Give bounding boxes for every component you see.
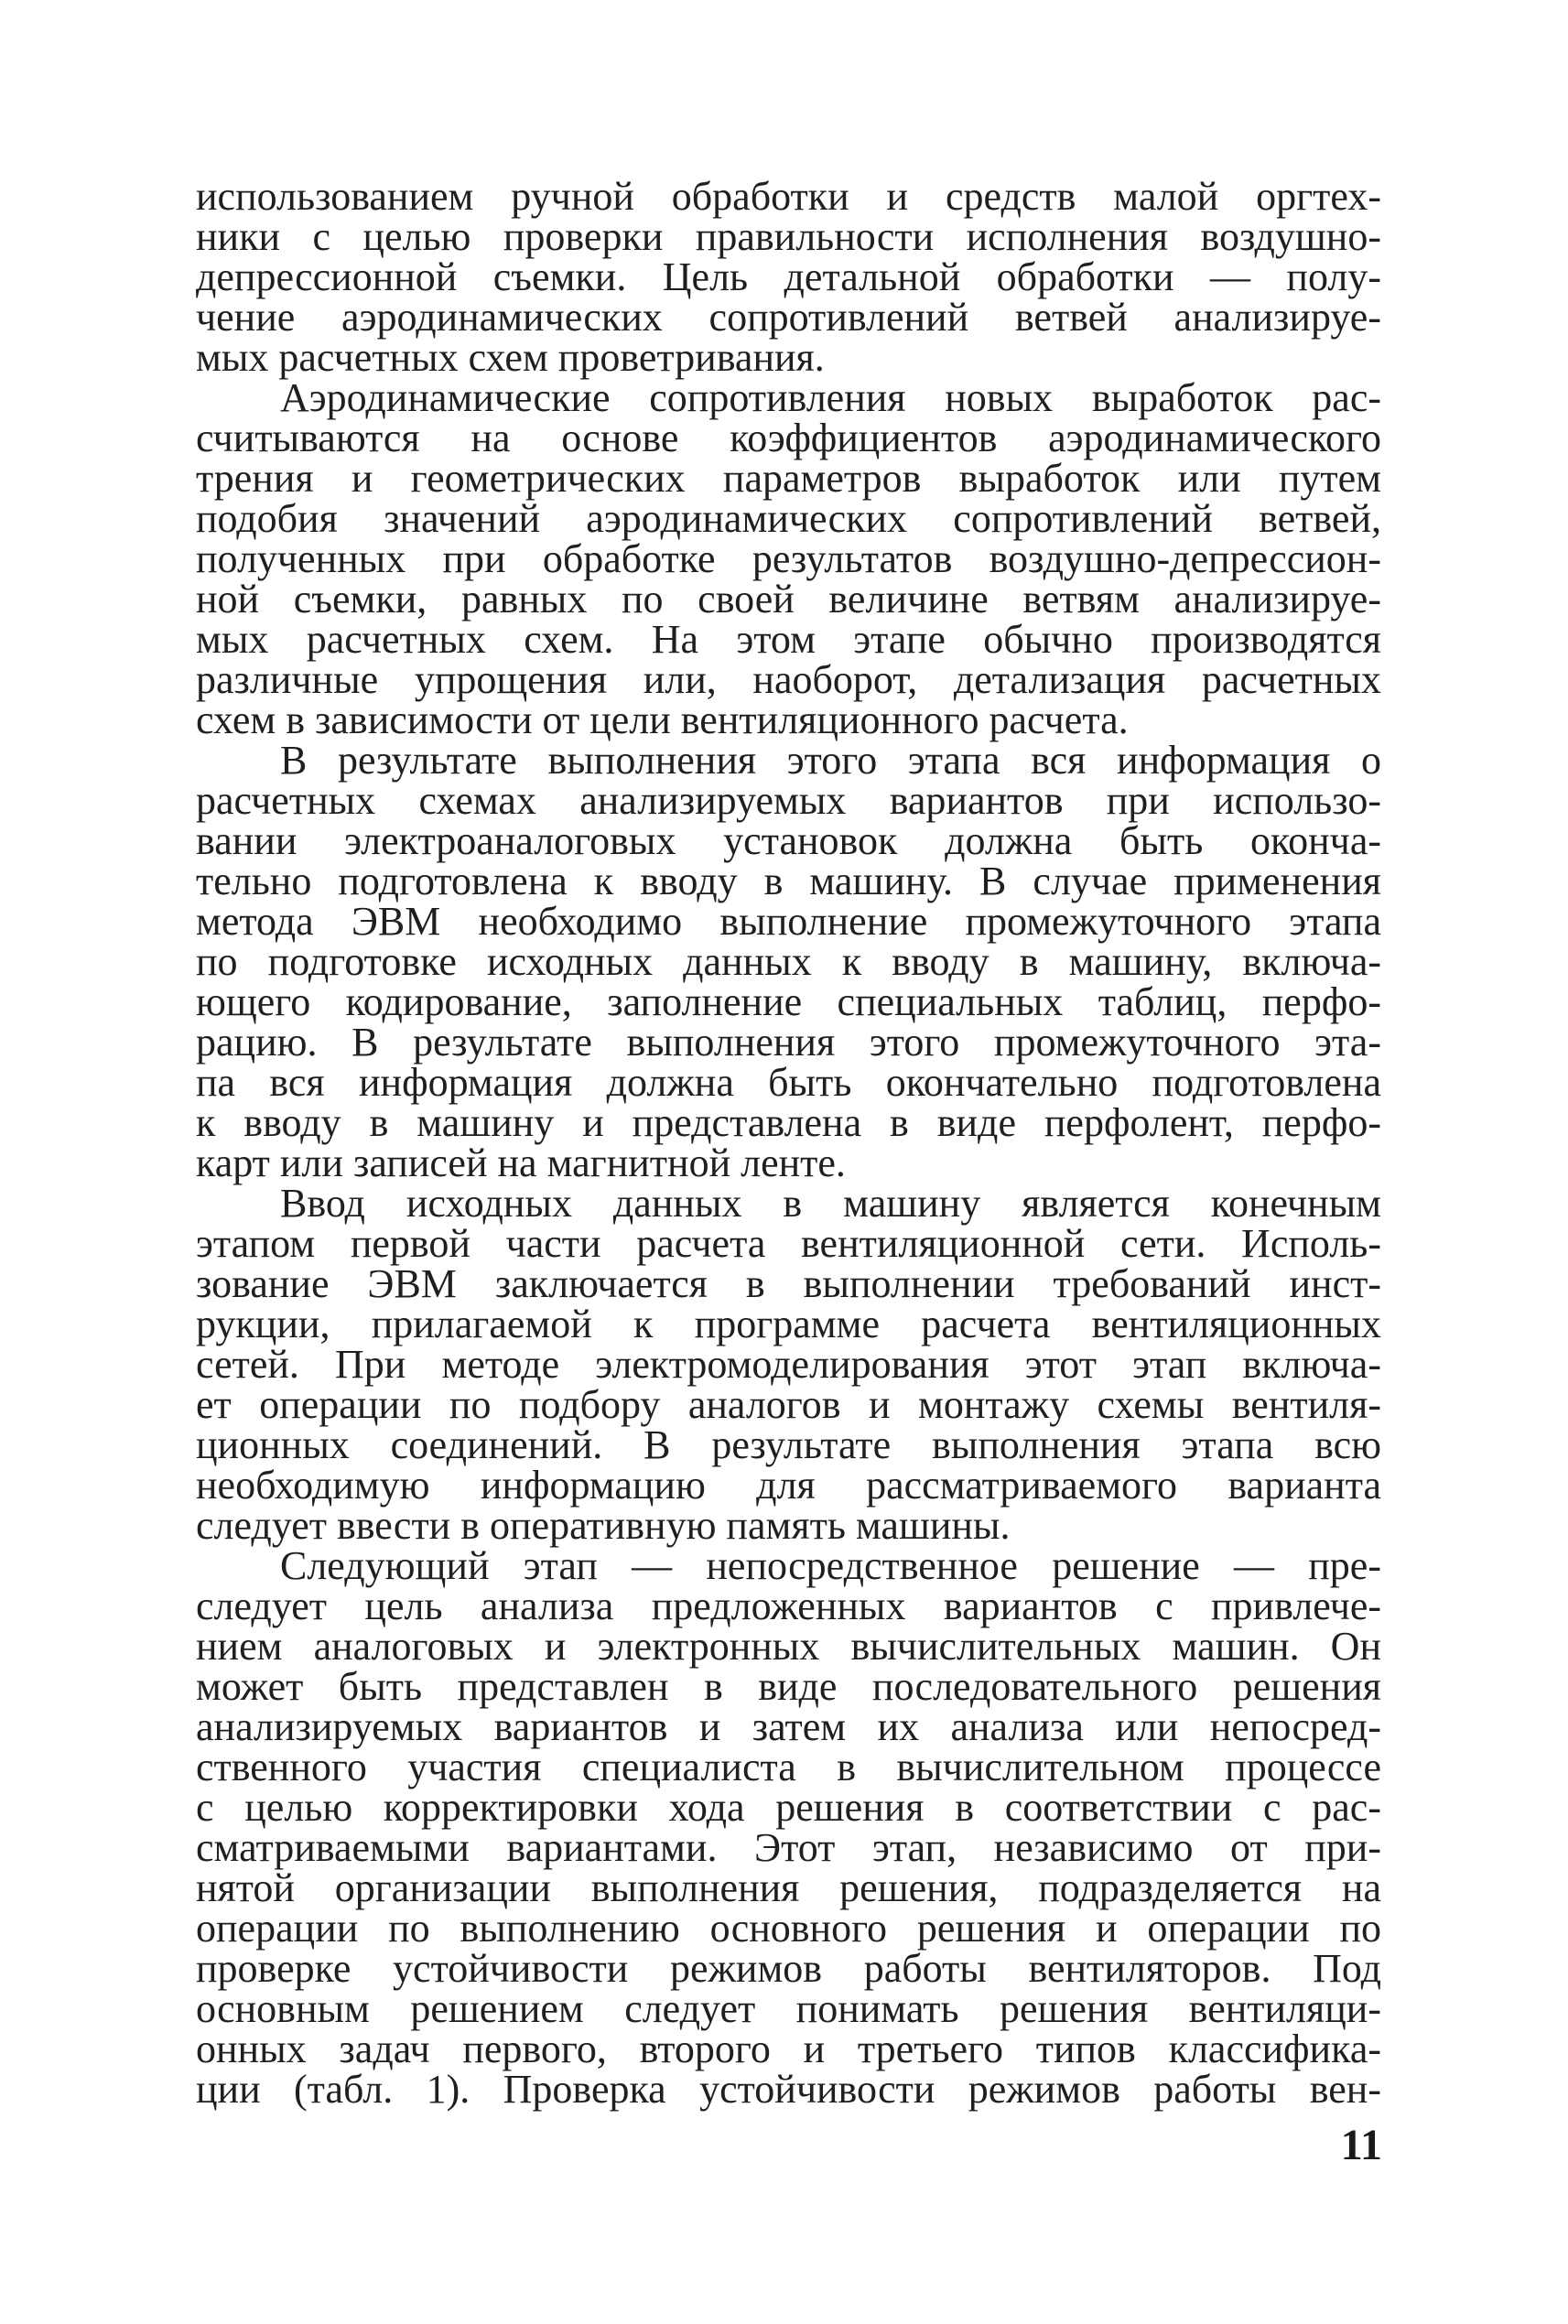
text-line: сетей. При методе электромоделирования этот этап включа-: [196, 1342, 1381, 1387]
text-line: Ввод исходных данных в машину является конечным: [280, 1181, 1381, 1226]
text-line: по подготовке исходных данных к вводу в машину, включа-: [196, 939, 1381, 984]
text-line: В результате выполнения этого этапа вся информация о: [280, 738, 1381, 783]
text-line: метода ЭВМ необходимо выполнение промежуточного этапа: [196, 899, 1381, 944]
text-line: к вводу в машину и представлена в виде перфолент, перфо-: [196, 1100, 1381, 1145]
text-line: нием аналоговых и электронных вычислительных машин. Он: [196, 1624, 1381, 1669]
text-line: мых расчетных схем. На этом этапе обычно производятся: [196, 617, 1381, 662]
text-line: ет операции по подбору аналогов и монтажу схемы вентиля-: [196, 1382, 1381, 1427]
text-line: тельно подготовлена к вводу в машину. В случае применения: [196, 859, 1381, 903]
text-line: Аэродинамические сопротивления новых выработок рас-: [280, 375, 1381, 420]
text-line: использованием ручной обработки и средств малой оргтех-: [196, 174, 1381, 219]
text-line: ции (табл. 1). Проверка устойчивости режимов работы вен-: [196, 2067, 1381, 2112]
text-line: рукции, прилагаемой к программе расчета вентиляционных: [196, 1302, 1381, 1346]
text-line: анализируемых вариантов и затем их анализа или непосред-: [196, 1704, 1381, 1749]
text-line: Следующий этап — непосредственное решение — пре-: [280, 1543, 1381, 1588]
text-line: карт или записей на магнитной ленте.: [196, 1140, 846, 1185]
text-line: схем в зависимости от цели вентиляционного расчета.: [196, 697, 1129, 742]
text-line: депрессионной съемки. Цель детальной обработки — полу-: [196, 254, 1381, 299]
text-line: рацию. В результате выполнения этого промежуточного эта-: [196, 1020, 1381, 1065]
text-line: трения и геометрических параметров выработок или путем: [196, 456, 1381, 501]
text-line: проверке устойчивости режимов работы вентиляторов. Под: [196, 1946, 1381, 1991]
text-line: ющего кодирование, заполнение специальных таблиц, перфо-: [196, 979, 1381, 1024]
paragraph: [196, 174, 1381, 380]
text-line: подобия значений аэродинамических сопротивлений ветвей,: [196, 496, 1381, 541]
text-line: операции по выполнению основного решения и операции по: [196, 1906, 1381, 1951]
text-line: может быть представлен в виде последовательного решения: [196, 1664, 1381, 1709]
text-line: ционных соединений. В результате выполнения этапа всю: [196, 1422, 1381, 1467]
page-number: 11: [1340, 2121, 1382, 2169]
body-text: [196, 174, 1381, 2112]
text-line: этапом первой части расчета вентиляционной сети. Исполь-: [196, 1221, 1381, 1266]
text-line: вании электроаналоговых установок должна быть оконча-: [196, 818, 1381, 863]
text-line: ники с целью проверки правильности исполнения воздушно-: [196, 214, 1381, 259]
text-line: следует ввести в оперативную память машины.: [196, 1503, 1011, 1548]
text-line: ственного участия специалиста в вычислительном процессе: [196, 1745, 1381, 1789]
text-line: па вся информация должна быть окончательно подготовлена: [196, 1060, 1381, 1105]
paragraph: [196, 375, 1381, 742]
text-line: сматриваемыми вариантами. Этот этап, независимо от при-: [196, 1825, 1381, 1870]
text-line: необходимую информацию для рассматриваемого варианта: [196, 1463, 1381, 1508]
text-line: ной съемки, равных по своей величине ветвям анализируе-: [196, 577, 1381, 622]
text-line: различные упрощения или, наоборот, детализация расчетных: [196, 657, 1381, 702]
text-line: основным решением следует понимать решения вентиляци-: [196, 1986, 1381, 2031]
text-line: зование ЭВМ заключается в выполнении требований инст-: [196, 1261, 1381, 1306]
text-line: следует цель анализа предложенных вариантов с привлече-: [196, 1584, 1381, 1628]
text-line: полученных при обработке результатов воздушно-депрессион-: [196, 536, 1381, 581]
text-line: нятой организации выполнения решения, подразделяется на: [196, 1865, 1381, 1910]
text-line: считываются на основе коэффициентов аэродинамического: [196, 416, 1381, 460]
paragraph: [196, 1181, 1381, 1548]
text-line: расчетных схемах анализируемых вариантов при использо-: [196, 778, 1381, 823]
paragraph: [196, 1543, 1381, 2112]
text-line: мых расчетных схем проветривания.: [196, 335, 825, 380]
text-line: чение аэродинамических сопротивлений ветвей анализируе-: [196, 295, 1381, 340]
text-line: онных задач первого, второго и третьего типов классифика-: [196, 2027, 1381, 2071]
paragraph: [196, 740, 1381, 1184]
text-line: с целью корректировки хода решения в соответствии с рас-: [196, 1785, 1381, 1830]
